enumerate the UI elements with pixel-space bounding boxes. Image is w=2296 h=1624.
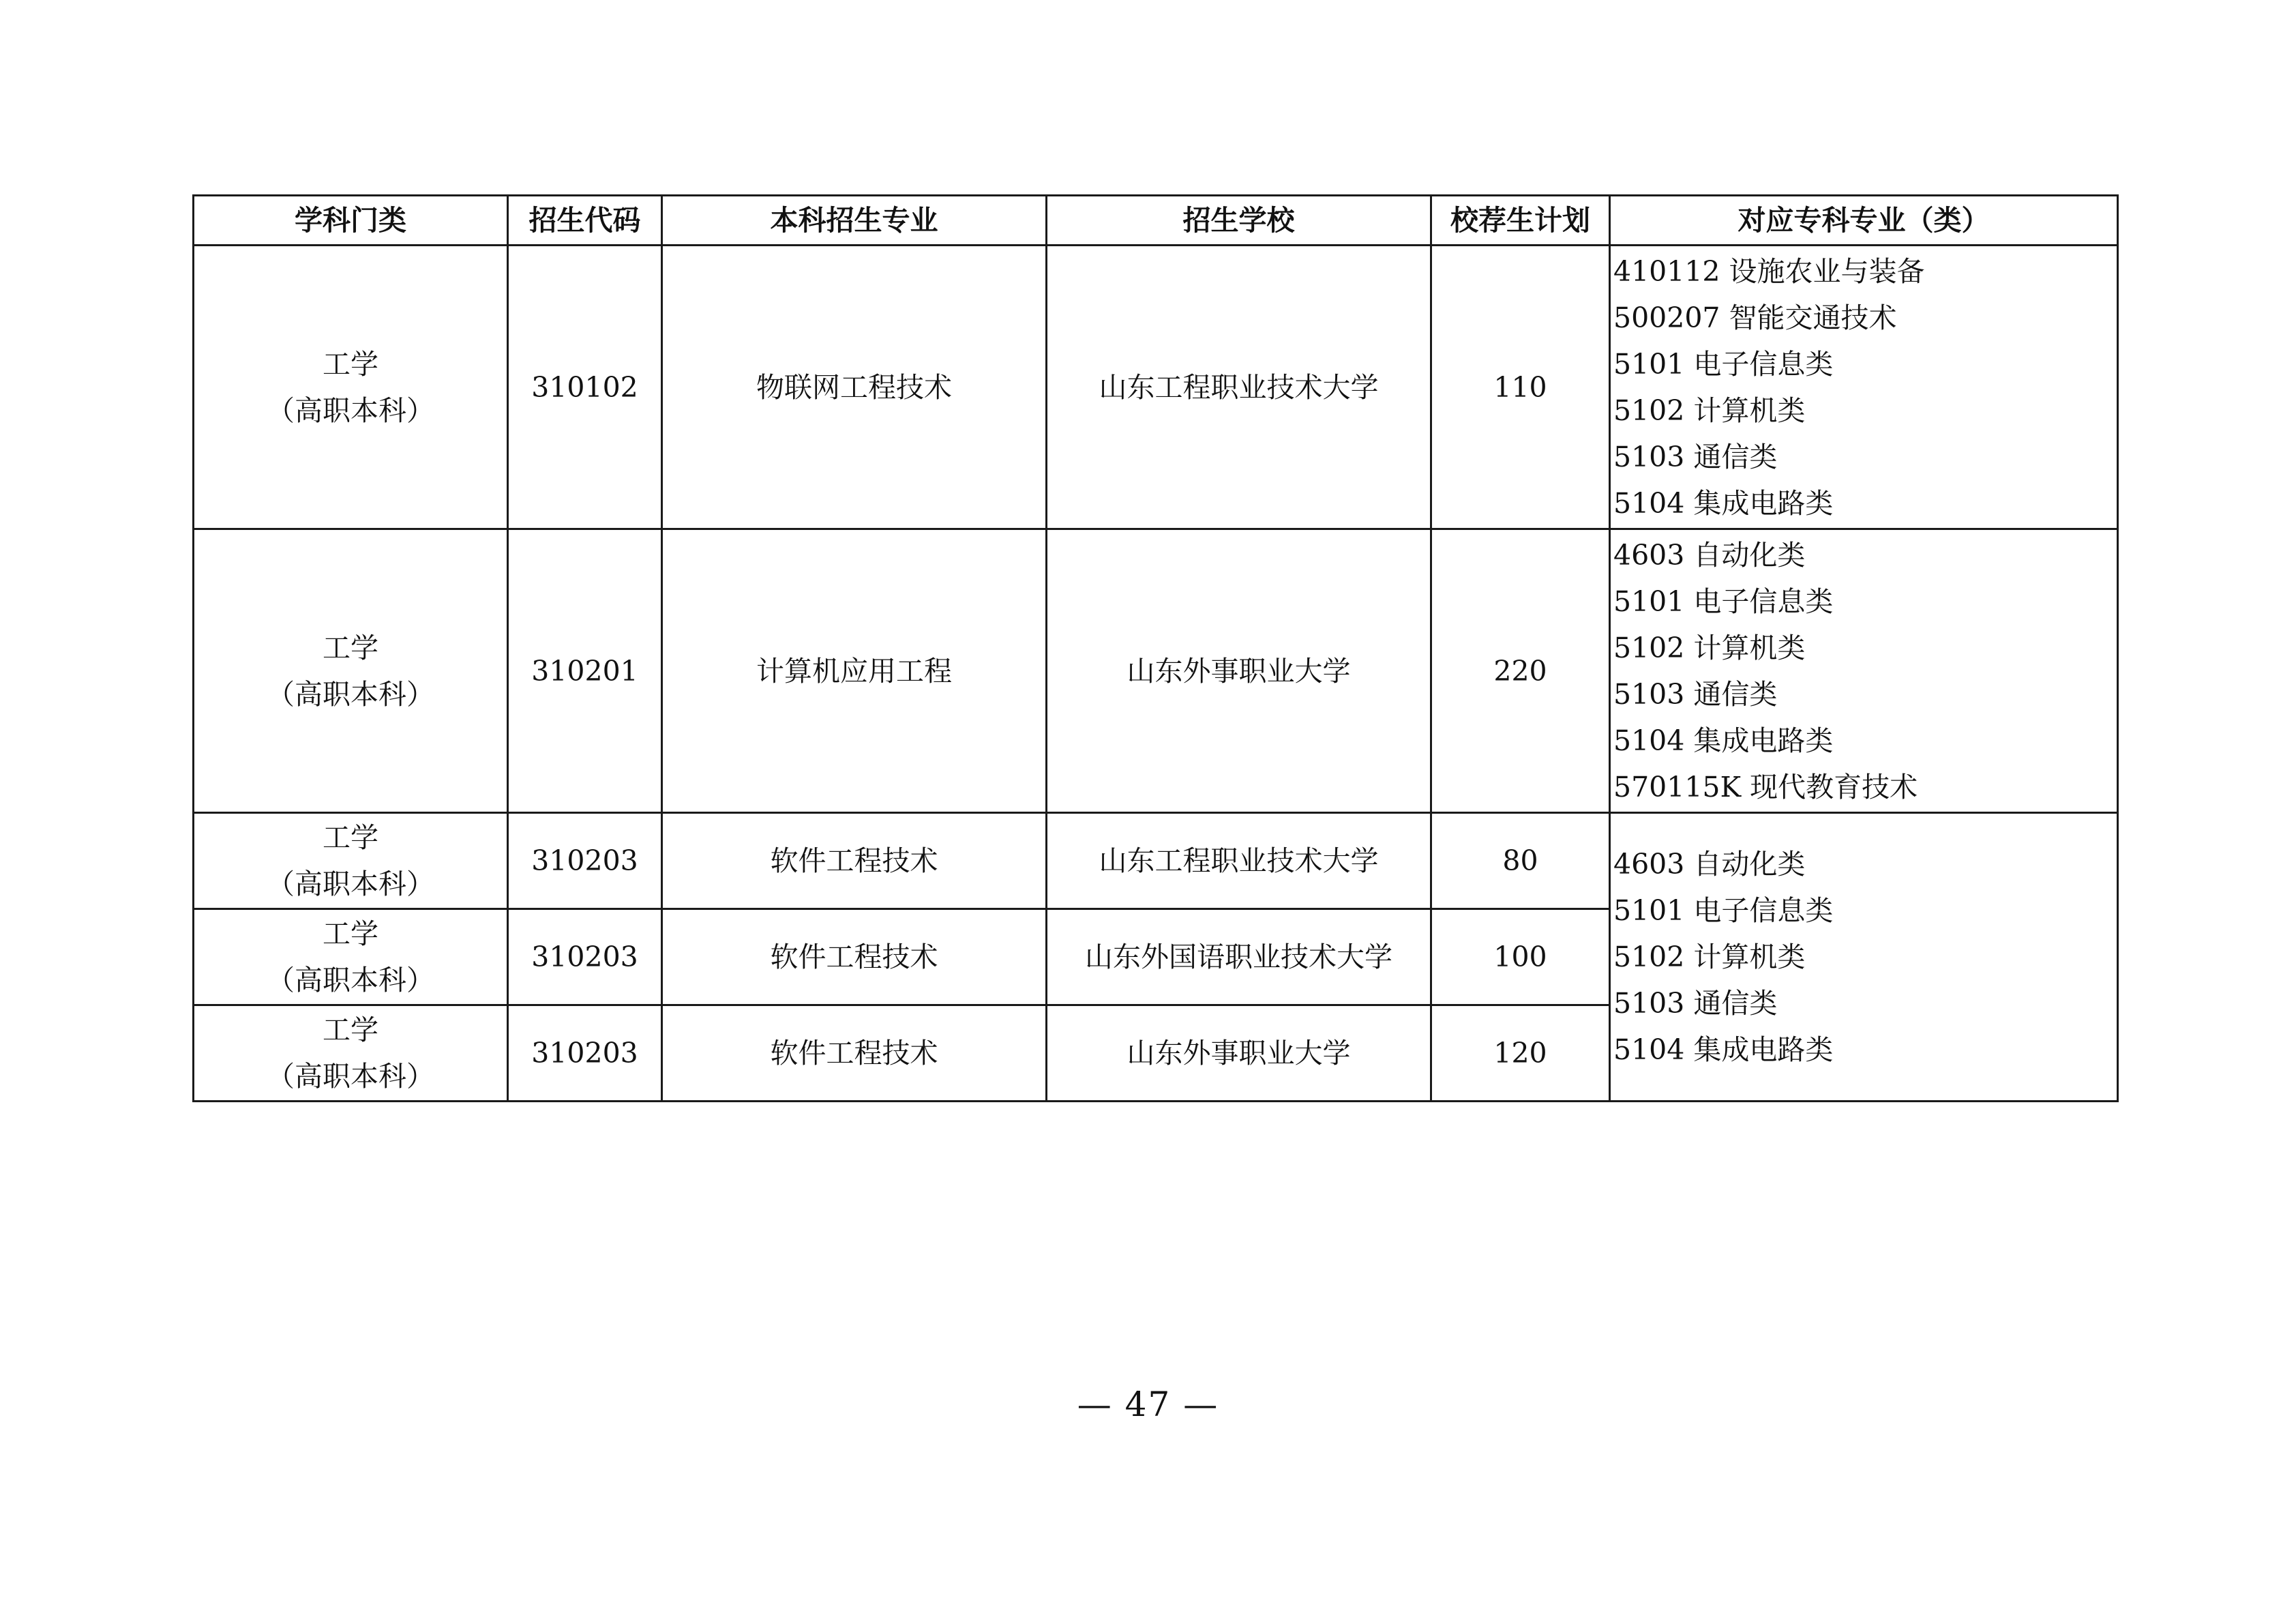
code-cell: 310203 [508,1005,662,1102]
header-code: 招生代码 [508,196,662,246]
code-cell: 310201 [508,529,662,813]
major-cell: 软件工程技术 [662,909,1047,1005]
category-line: 工学 [323,347,378,381]
related-item: 5102 计算机类 [1613,631,1806,664]
school-cell: 山东外事职业大学 [1047,529,1431,813]
category-line: （高职本科） [267,868,434,900]
category-cell [194,1005,508,1102]
category-line: （高职本科） [267,1060,434,1093]
category-cell [194,813,508,909]
header-major: 本科招生专业 [662,196,1047,246]
table-row [194,813,2118,909]
plan-cell: 110 [1431,246,1610,529]
related-cell [1610,529,2118,813]
related-item: 5102 计算机类 [1613,941,1806,973]
page-number: — 47 — [1077,1385,1219,1424]
header-category: 学科门类 [194,196,508,246]
related-item: 5104 集成电路类 [1613,724,1834,757]
related-item: 5102 计算机类 [1613,394,1806,427]
plan-cell: 80 [1431,813,1610,909]
plan-cell: 120 [1431,1005,1610,1102]
school-cell: 山东外国语职业技术大学 [1047,909,1431,1005]
related-item: 4603 自动化类 [1613,848,1806,881]
major-cell: 软件工程技术 [662,1005,1047,1102]
category-line: 工学 [323,1014,378,1046]
school-cell: 山东外事职业大学 [1047,1005,1431,1102]
related-item: 570115K 现代教育技术 [1613,770,1918,803]
shared-related-cell [1610,813,2118,1102]
category-line: 工学 [323,917,378,950]
related-item: 5104 集成电路类 [1613,486,1834,520]
category-line: 工学 [323,821,378,854]
admission-table [192,194,2119,1102]
related-item: 5104 集成电路类 [1613,1033,1834,1066]
category-cell [194,909,508,1005]
related-item: 5103 通信类 [1613,987,1778,1020]
related-item: 4603 自动化类 [1613,538,1806,572]
table-header-row [194,196,2118,246]
plan-cell: 100 [1431,909,1610,1005]
related-item: 5101 电子信息类 [1613,585,1834,618]
related-item: 5103 通信类 [1613,440,1778,473]
major-cell: 物联网工程技术 [662,246,1047,529]
header-school: 招生学校 [1047,196,1431,246]
major-cell: 软件工程技术 [662,813,1047,909]
header-related: 对应专科专业（类） [1610,196,2118,246]
code-cell: 310203 [508,813,662,909]
category-line: （高职本科） [267,677,434,711]
category-cell [194,246,508,529]
table-row [194,529,2118,813]
related-item: 410112 设施农业与装备 [1613,254,1925,288]
related-item: 5101 电子信息类 [1613,347,1834,381]
category-cell [194,529,508,813]
related-item: 5103 通信类 [1613,677,1778,711]
related-item: 5101 电子信息类 [1613,894,1834,927]
plan-cell: 220 [1431,529,1610,813]
header-plan: 校荐生计划 [1431,196,1610,246]
table-row [194,246,2118,529]
category-line: （高职本科） [267,964,434,996]
category-line: 工学 [323,631,378,664]
major-cell: 计算机应用工程 [662,529,1047,813]
school-cell: 山东工程职业技术大学 [1047,813,1431,909]
related-cell [1610,246,2118,529]
code-cell: 310102 [508,246,662,529]
related-item: 500207 智能交通技术 [1613,301,1897,334]
code-cell: 310203 [508,909,662,1005]
category-line: （高职本科） [267,394,434,427]
school-cell: 山东工程职业技术大学 [1047,246,1431,529]
